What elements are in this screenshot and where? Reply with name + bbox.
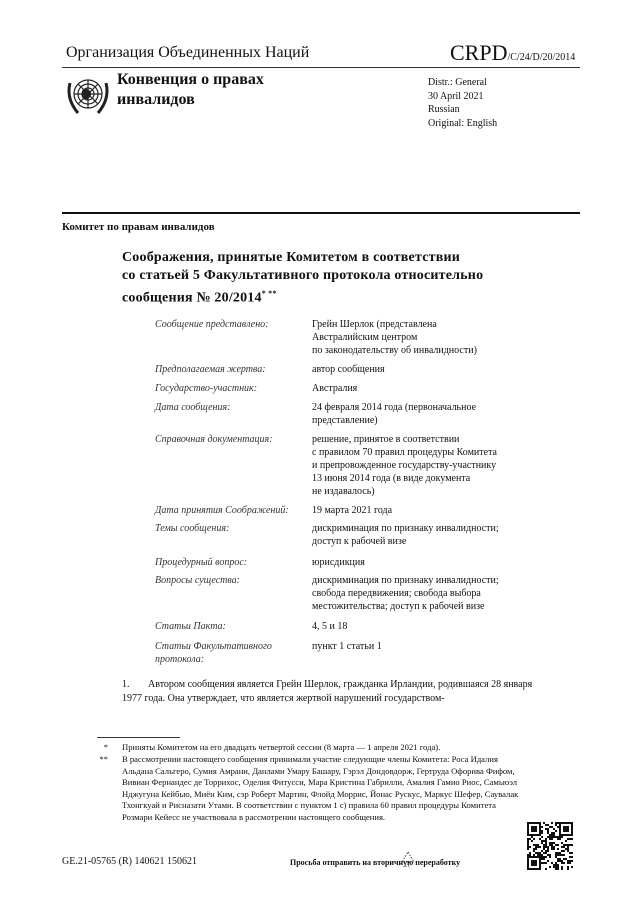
summary-value-line: 19 марта 2021 года [312, 505, 393, 516]
summary-value-line: решение, принятое в соответствии [312, 434, 460, 445]
title-line: со статьей 5 Факультативного протокола относительно [122, 268, 484, 283]
summary-label: Темы сообщения: [155, 523, 230, 534]
header-divider [62, 67, 580, 68]
summary-value-line: дискриминация по признаку инвалидности; [312, 523, 499, 534]
title-line: сообщения № 20/2014 [122, 290, 262, 306]
summary-value-line: автор сообщения [312, 364, 385, 375]
symbol-main: CRPD [450, 40, 508, 65]
footnote-text: Приняты Комитетом на его двадцать четвертой сессии (8 марта — 1 апреля 2021 года). [122, 742, 441, 752]
summary-value [312, 382, 542, 395]
summary-value [312, 556, 542, 569]
summary-value-line: свобода передвижения; свобода выбора [312, 588, 481, 599]
summary-value-line: пункт 1 статьи 1 [312, 641, 382, 652]
document-title [122, 249, 542, 308]
language: Russian [428, 104, 460, 115]
footnote-mark: ** [99, 754, 108, 764]
summary-value [312, 401, 542, 427]
body-name-line: Конвенция о правах [117, 71, 264, 88]
summary-value-line: по законодательству об инвалидности) [312, 345, 477, 356]
summary-value-line: доступ к рабочей визе [312, 536, 407, 547]
summary-label: Предполагаемая жертва: [155, 364, 266, 375]
summary-label: Дата сообщения: [155, 402, 231, 413]
summary-value [312, 574, 542, 613]
qr-code-icon [527, 822, 573, 870]
summary-label: Процедурный вопрос: [155, 557, 248, 568]
summary-value-line: и препровожденное государству-участнику [312, 460, 497, 471]
footnote-2 [99, 754, 528, 824]
summary-label: Сообщение представлено: [155, 319, 269, 330]
summary-value-line: дискриминация по признаку инвалидности; [312, 575, 499, 586]
summary-value [312, 640, 542, 653]
committee-name: Комитет по правам инвалидов [62, 221, 215, 233]
recycle-icon [400, 850, 416, 870]
summary-value [312, 620, 542, 633]
distribution: Distr.: General [428, 77, 487, 88]
summary-value [312, 363, 542, 376]
summary-value-line: Австралийским центром [312, 332, 418, 343]
section-divider [62, 212, 580, 214]
summary-label: Статьи Факультативного протокола: [155, 641, 272, 665]
footnote-1 [103, 742, 528, 754]
job-number: GE.21-05765 (R) 140621 150621 [62, 856, 197, 867]
un-emblem-icon [64, 71, 112, 119]
summary-value-line: юрисдикция [312, 557, 365, 568]
paragraph-text: Автором сообщения является Грейн Шерлок, гражданка Ирландии, родившаяся 28 января 1977 года. Она утверждает, что является жертвой нарушений государством- [122, 679, 533, 704]
summary-value-line: 24 февраля 2014 года (первоначальное [312, 402, 477, 413]
footnote-divider [97, 737, 180, 738]
summary-value [312, 433, 542, 498]
title-line: Соображения, принятые Комитетом в соответствии [122, 250, 460, 265]
summary-value [312, 522, 542, 548]
summary-value [312, 318, 542, 357]
summary-value-line: Австралия [312, 383, 358, 394]
document-symbol [450, 40, 575, 66]
distribution-info [428, 76, 497, 130]
summary-value-line: местожительства; доступ к рабочей визе [312, 601, 485, 612]
body-name [117, 70, 264, 110]
date: 30 April 2021 [428, 90, 484, 102]
footnote-mark: * [103, 742, 108, 752]
summary-value-line: Грейн Шерлок (представлена [312, 319, 437, 330]
summary-label: Вопросы существа: [155, 575, 240, 586]
summary-value-line: представление) [312, 415, 378, 426]
organization-name: Организация Объединенных Наций [66, 44, 310, 61]
original-language: Original: English [428, 117, 498, 129]
recycle-notice: Просьба отправить на вторичную переработку [290, 858, 461, 867]
summary-value-line: 13 июня 2014 года (в виде документа [312, 473, 471, 484]
summary-value-line: 4, 5 и 18 [312, 621, 348, 632]
footnote-text: В рассмотрении настоящего сообщения принимали участие следующие члены Комитета: Роса Идалия Альдана Сальгеро, Сумия Амрани, Данлами Умару Башару, Гэрэл Дондовдорж, Гертруда Офорива Фифом, Вивиан Фернандес де Торрихос, Оделия Фитусси, Мара Кристина Габрилли, Амалия Гамио Риос, Самьюэл Нджугуна Кейбью, Миён Ким, сэр Роберт Мартин, Флойд Моррис, Йонас Рускус, Маркус Шефер, Саувалак Тхонгкуай и Рисназати Утами. В соответствии с пунктом 1 c) правила 60 правил процедуры Комитета Розмари Кейесс не участвовала в рассмотрении настоящего сообщения. [122, 754, 519, 822]
paragraph-1 [122, 678, 542, 706]
summary-value [312, 504, 542, 517]
summary-label: Государство-участник: [155, 383, 258, 394]
symbol-suffix: /C/24/D/20/2014 [507, 52, 576, 63]
summary-value-line: не издавалось) [312, 486, 375, 497]
body-name-line: инвалидов [117, 91, 195, 108]
summary-label: Статьи Пакта: [155, 621, 226, 632]
paragraph-number: 1. [122, 679, 130, 690]
summary-label: Справочная документация: [155, 434, 273, 445]
summary-label: Дата принятия Соображений: [155, 505, 289, 516]
summary-value-line: с правилом 70 правил процедуры Комитета [312, 447, 497, 458]
footnote-marks: * ** [261, 289, 277, 298]
